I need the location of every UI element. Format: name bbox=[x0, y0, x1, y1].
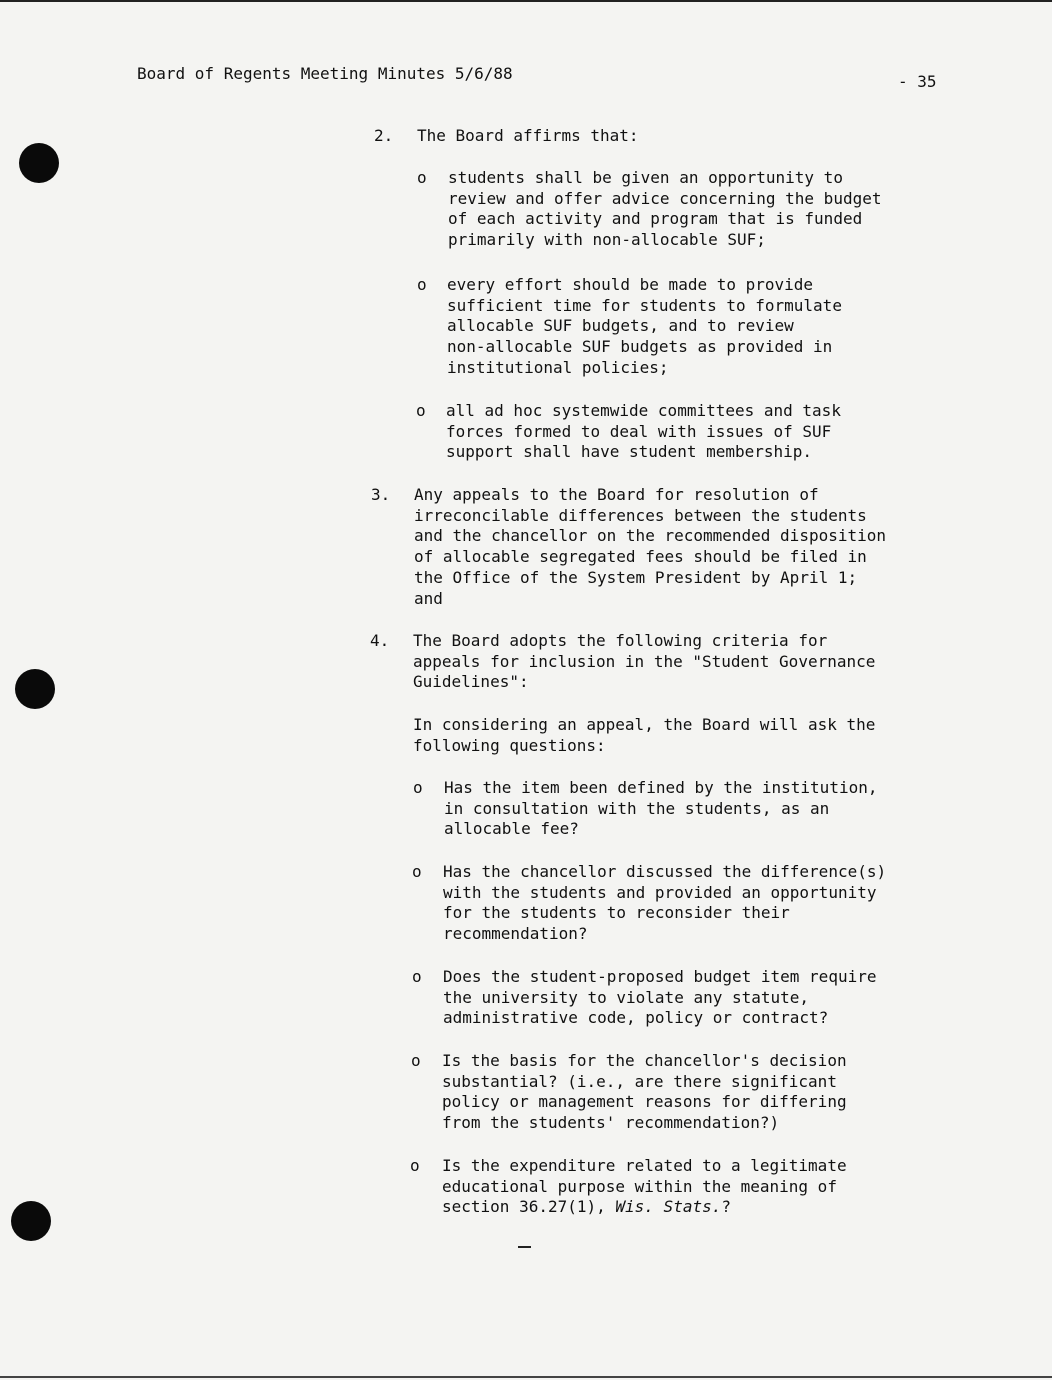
bullet-marker: o bbox=[410, 1156, 420, 1175]
bullet-text: students shall be given an opportunity to review and offer advice concerning the budget of each activity and program that is funded primarily with non-allocable SUF; bbox=[448, 168, 882, 250]
item-number: 3. bbox=[371, 485, 391, 504]
punch-hole bbox=[11, 1201, 51, 1241]
statute-citation: Wis. Stats. bbox=[615, 1197, 722, 1217]
item-lead-text: Any appeals to the Board for resolution of irreconcilable differences between the students and the chancellor on the recommended disposition of allocable segregated fees should be filed in the Office of the System President by April 1; and bbox=[414, 485, 887, 608]
bullet-marker: o bbox=[416, 401, 426, 420]
item-number: 4. bbox=[370, 631, 390, 650]
bullet-text: Has the item been defined by the institution, in consultation with the students, as an allocable fee? bbox=[444, 778, 878, 839]
page-number: - 35 bbox=[898, 72, 937, 91]
end-mark bbox=[518, 1246, 531, 1248]
punch-hole bbox=[15, 669, 55, 709]
top-edge-rule bbox=[0, 0, 1052, 2]
bullet-marker: o bbox=[411, 1051, 421, 1070]
item-intro-text: In considering an appeal, the Board will ask the following questions: bbox=[413, 715, 876, 755]
bullet-text: Has the chancellor discussed the difference(s) with the students and provided an opportunity for the students to reconsider their recommendation? bbox=[443, 862, 887, 944]
bottom-edge-rule bbox=[0, 1376, 1052, 1378]
bullet-text: Is the expenditure related to a legitimate educational purpose within the meaning of section 36.27(1), bbox=[442, 1156, 847, 1217]
bullet-marker: o bbox=[413, 778, 423, 797]
bullet-marker: o bbox=[417, 275, 427, 294]
bullet-text: all ad hoc systemwide committees and task forces formed to deal with issues of SUF support shall have student membership. bbox=[446, 401, 841, 462]
item-lead-text: The Board affirms that: bbox=[417, 126, 639, 145]
document-header-title: Board of Regents Meeting Minutes 5/6/88 bbox=[137, 64, 513, 83]
bullet-text-with-citation bbox=[442, 1156, 847, 1218]
bullet-text: Is the basis for the chancellor's decision substantial? (i.e., are there significant policy or management reasons for differing from the students' recommendation?) bbox=[442, 1051, 847, 1133]
bullet-text-end: ? bbox=[721, 1197, 731, 1217]
bullet-marker: o bbox=[417, 168, 427, 187]
bullet-marker: o bbox=[412, 967, 422, 986]
item-lead-text: The Board adopts the following criteria for appeals for inclusion in the "Student Governance Guidelines": bbox=[413, 631, 876, 692]
item-number: 2. bbox=[374, 126, 394, 145]
bullet-text: every effort should be made to provide sufficient time for students to formulate allocable SUF budgets, and to review non-allocable SUF budgets as provided in institutional policies; bbox=[447, 275, 842, 377]
punch-hole bbox=[19, 143, 59, 183]
bullet-text: Does the student-proposed budget item require the university to violate any statute, administrative code, policy or contract? bbox=[443, 967, 877, 1028]
bullet-marker: o bbox=[412, 862, 422, 881]
